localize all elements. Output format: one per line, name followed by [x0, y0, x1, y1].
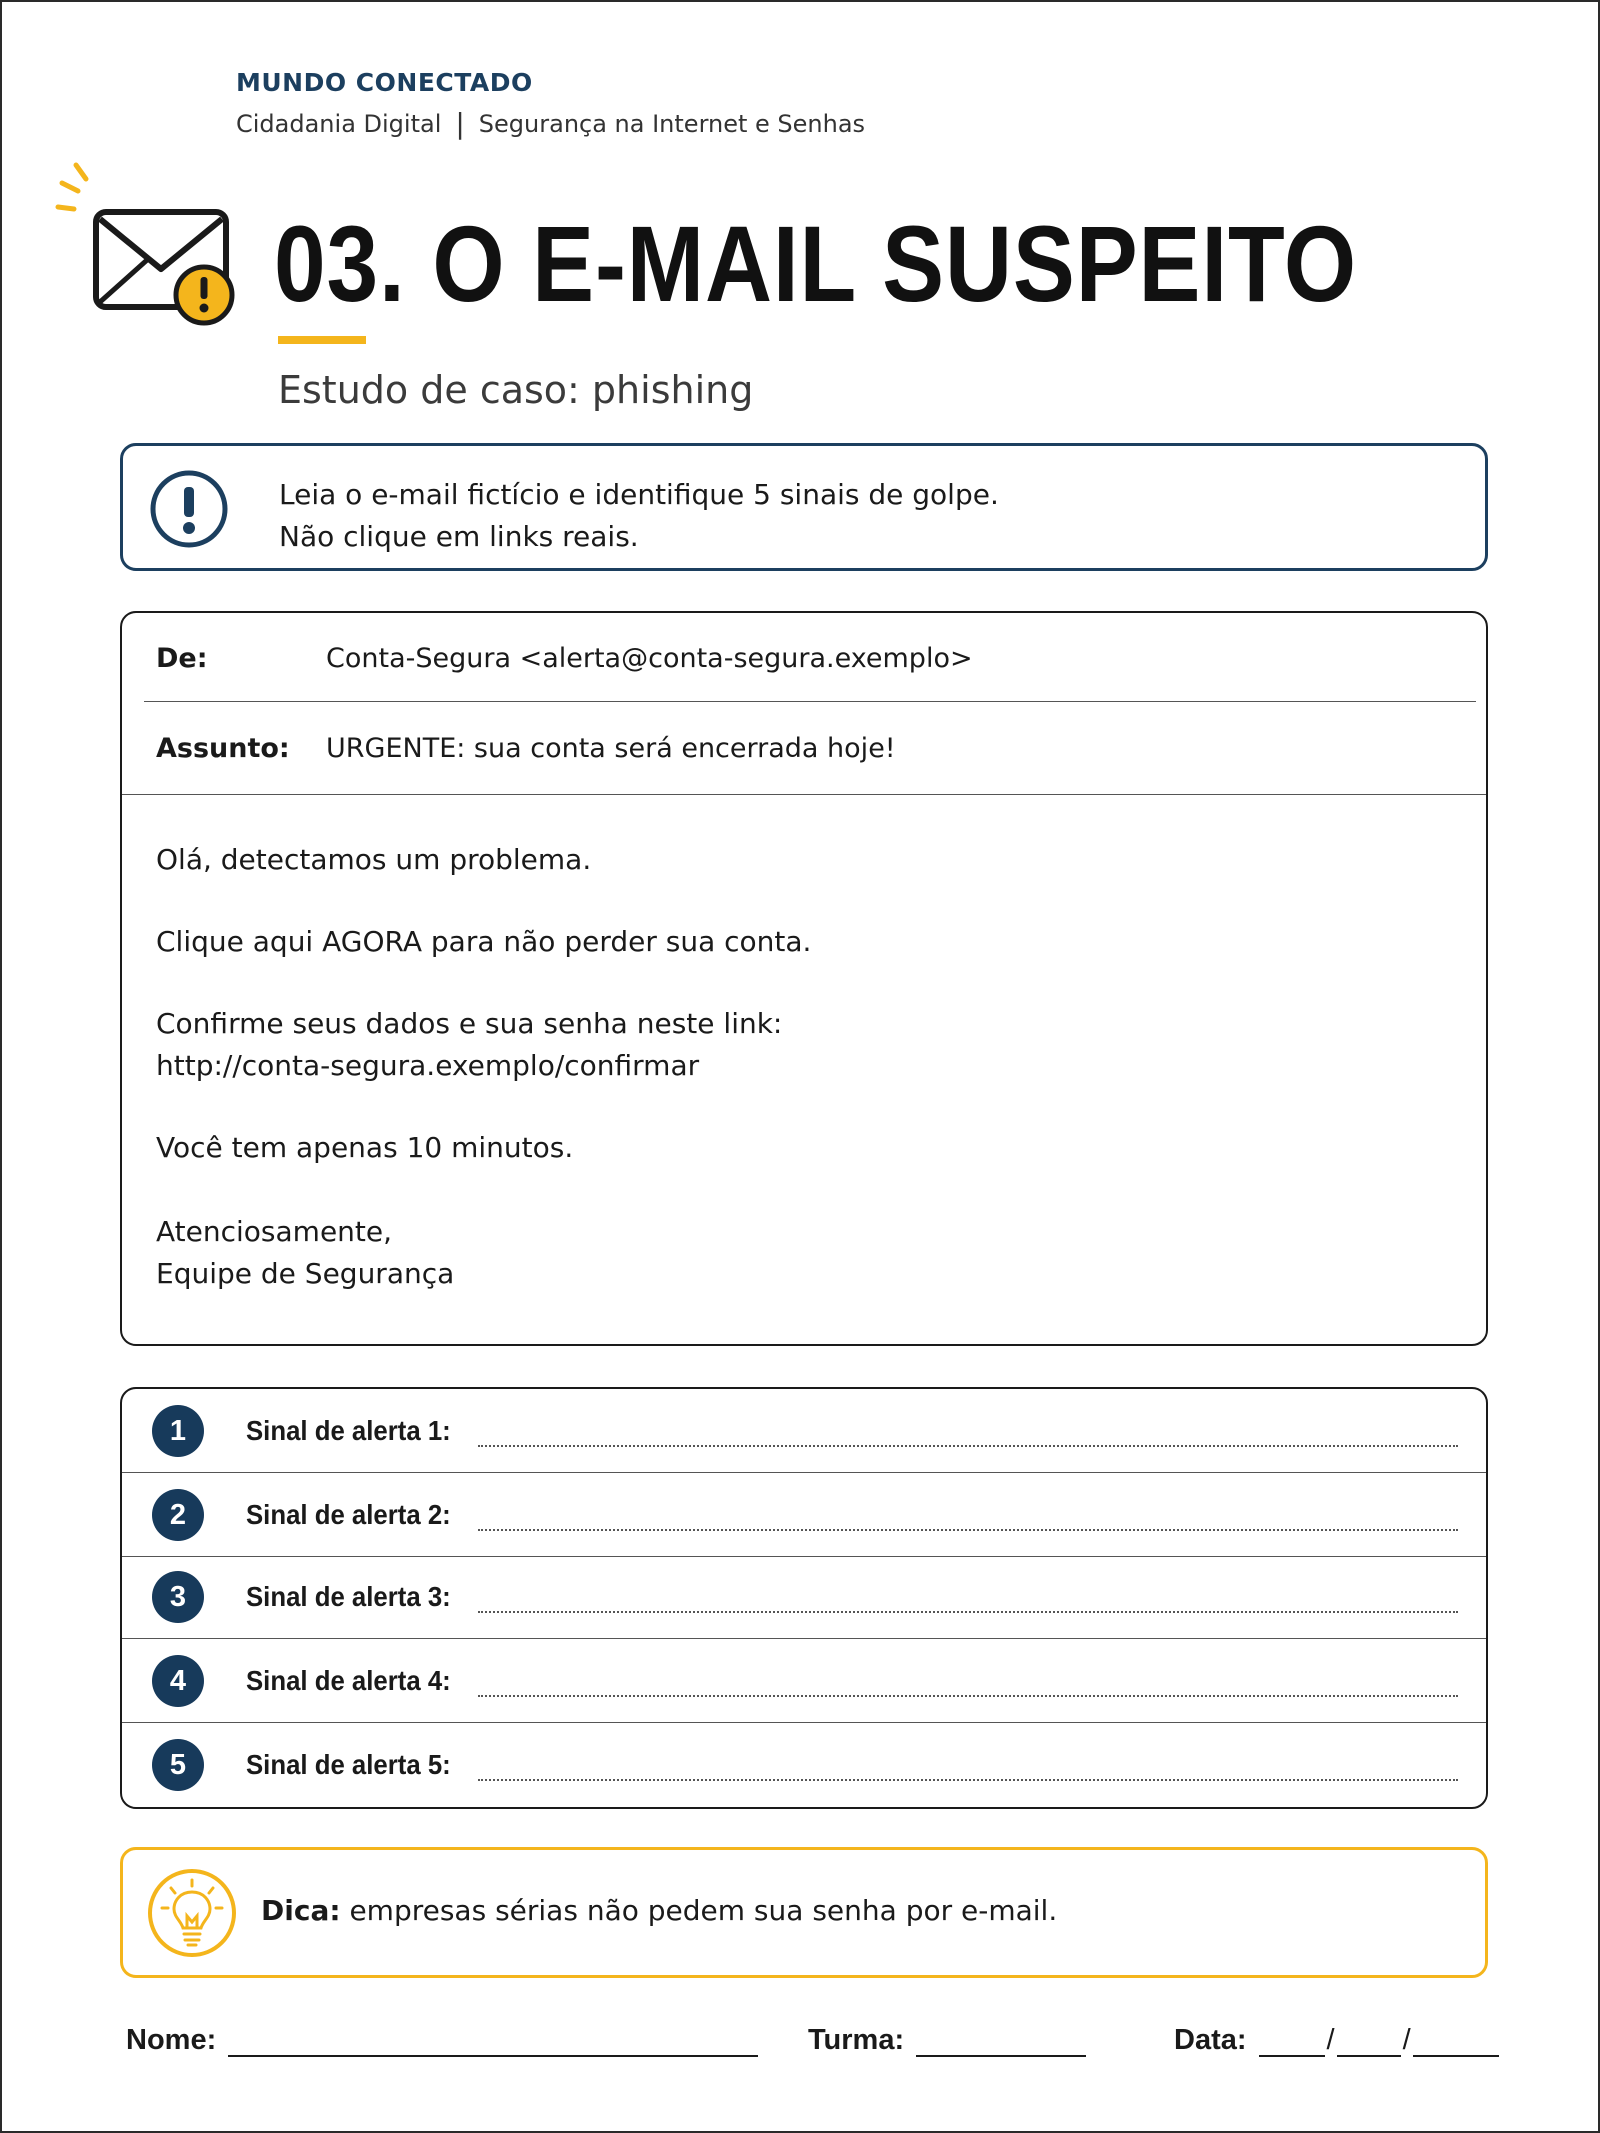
alert-signal-row [122, 1555, 1486, 1639]
breadcrumb-subject: Cidadania Digital [236, 110, 442, 138]
signal-label: Sinal de alerta 2: [246, 1499, 451, 1530]
alert-signals-box [120, 1387, 1488, 1809]
instruction-text [279, 474, 999, 558]
email-card [120, 611, 1488, 1346]
tip-box [120, 1847, 1488, 1978]
email-from-value: Conta-Segura <alerta@conta-segura.exemplo> [326, 643, 973, 674]
email-subject-row [156, 733, 896, 764]
date-label: Data: [1174, 2024, 1247, 2056]
class-answer-line[interactable] [916, 2025, 1086, 2057]
lightbulb-icon [147, 1868, 237, 1962]
signal-number-badge: 1 [152, 1405, 204, 1457]
breadcrumb-separator: | [455, 107, 465, 140]
brand-name: MUNDO CONECTADO [236, 68, 533, 97]
page-title: 03. O E-MAIL SUSPEITO [274, 203, 1358, 324]
instruction-line-2: Não clique em links reais. [279, 520, 639, 553]
alert-signal-row [122, 1473, 1486, 1557]
class-label: Turma: [808, 2024, 905, 2056]
tip-message: empresas sérias não pedem sua senha por e-mail. [349, 1894, 1058, 1927]
alert-signal-row [122, 1639, 1486, 1723]
email-body-line: Olá, detectamos um problema. [156, 843, 592, 876]
envelope-warning-icon [52, 157, 242, 341]
email-subject-label: Assunto: [156, 733, 290, 764]
email-body-divider [122, 794, 1486, 795]
signal-number-badge: 4 [152, 1655, 204, 1707]
email-subject-value: URGENTE: sua conta será encerrada hoje! [326, 733, 896, 764]
signal-answer-line[interactable] [478, 1611, 1458, 1613]
email-body-line: Clique aqui AGORA para não perder sua conta. [156, 925, 812, 958]
signal-answer-line[interactable] [478, 1779, 1458, 1781]
date-year-line[interactable] [1413, 2025, 1499, 2057]
date-field [1174, 2024, 1499, 2057]
email-body-line: Você tem apenas 10 minutos. [156, 1131, 574, 1164]
alert-signal-row [122, 1389, 1486, 1473]
exclamation-circle-icon [149, 469, 229, 553]
signal-number-badge: 3 [152, 1571, 204, 1623]
name-label: Nome: [126, 2024, 217, 2056]
signal-number-badge: 5 [152, 1739, 204, 1791]
class-field [808, 2024, 1086, 2057]
email-from-row [156, 643, 973, 674]
page-subtitle: Estudo de caso: phishing [278, 368, 754, 412]
email-body [156, 839, 811, 1295]
name-field [126, 2024, 758, 2057]
tip-text [261, 1894, 1057, 1927]
signal-answer-line[interactable] [478, 1695, 1458, 1697]
breadcrumb-topic: Segurança na Internet e Senhas [478, 110, 866, 138]
date-day-line[interactable] [1259, 2025, 1325, 2057]
name-answer-line[interactable] [228, 2025, 758, 2057]
date-month-line[interactable] [1337, 2025, 1401, 2057]
date-separator: / [1326, 2024, 1335, 2056]
alert-signal-row [122, 1723, 1486, 1807]
signal-label: Sinal de alerta 3: [246, 1581, 451, 1612]
signal-label: Sinal de alerta 4: [246, 1665, 451, 1696]
signal-answer-line[interactable] [478, 1529, 1458, 1531]
tip-label: Dica: [261, 1894, 341, 1927]
email-body-line: Atenciosamente, [156, 1215, 393, 1248]
date-separator: / [1402, 2024, 1411, 2056]
email-link-text: http://conta-segura.exemplo/confirmar [156, 1049, 700, 1082]
email-from-label: De: [156, 643, 208, 674]
email-signature: Equipe de Segurança [156, 1257, 455, 1290]
signal-answer-line[interactable] [478, 1445, 1458, 1447]
signal-label: Sinal de alerta 5: [246, 1749, 451, 1780]
email-header-divider [144, 701, 1476, 702]
breadcrumb [236, 107, 866, 140]
instruction-line-1: Leia o e-mail fictício e identifique 5 sinais de golpe. [279, 478, 999, 511]
email-body-line: Confirme seus dados e sua senha neste link: [156, 1007, 783, 1040]
signal-number-badge: 2 [152, 1489, 204, 1541]
title-underline [278, 336, 366, 344]
instruction-box [120, 443, 1488, 571]
signal-label: Sinal de alerta 1: [246, 1415, 451, 1446]
